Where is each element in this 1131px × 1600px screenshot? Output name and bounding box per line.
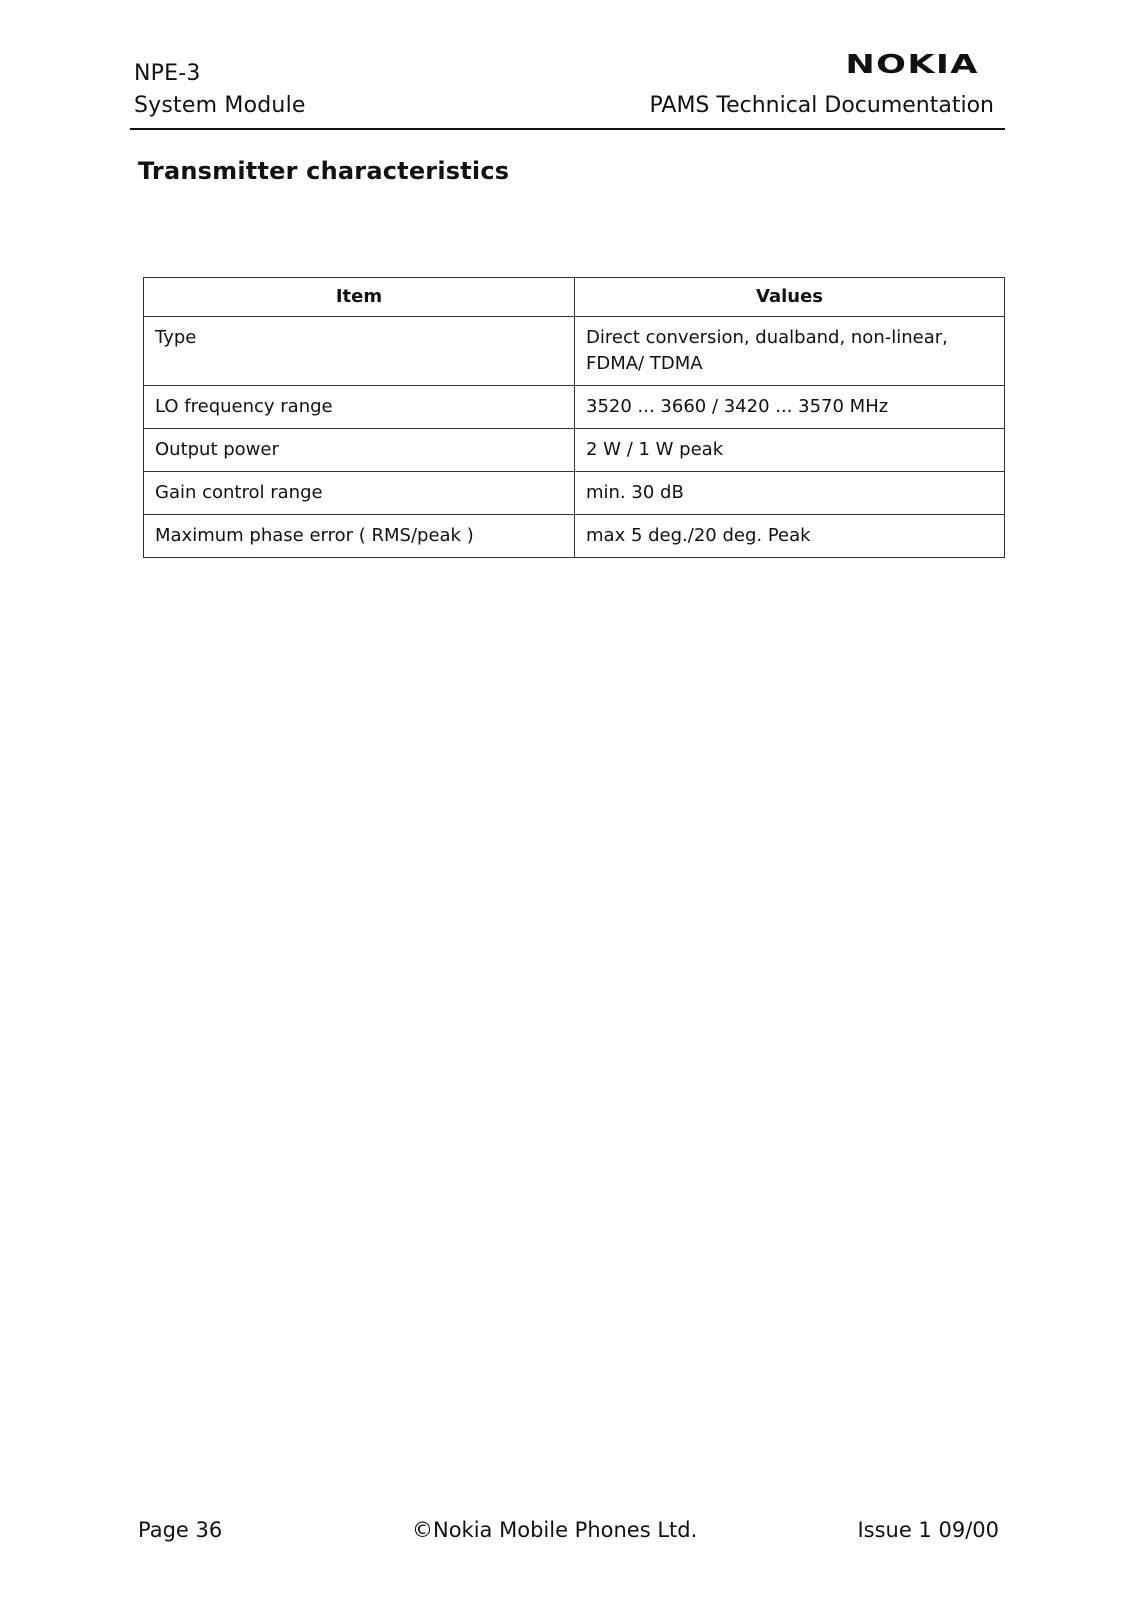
copyright: ©Nokia Mobile Phones Ltd. <box>412 1518 698 1542</box>
row-value: Direct conversion, dualband, non-linear, FDMA/ TDMA <box>575 317 1005 386</box>
table-row <box>144 317 1005 386</box>
row-item: Output power <box>144 429 575 472</box>
table-row <box>144 472 1005 515</box>
row-item: Maximum phase error ( RMS/peak ) <box>144 515 575 558</box>
nokia-logo: NOKIA <box>845 50 979 80</box>
table-header-row <box>144 278 1005 317</box>
issue-info: Issue 1 09/00 <box>857 1518 999 1542</box>
page-number: Page 36 <box>138 1518 223 1542</box>
row-value: 3520 ... 3660 / 3420 ... 3570 MHz <box>575 386 1005 429</box>
doc-title: PAMS Technical Documentation <box>649 93 994 118</box>
table-row <box>144 386 1005 429</box>
row-value: min. 30 dB <box>575 472 1005 515</box>
header-left <box>134 58 306 122</box>
row-item: Gain control range <box>144 472 575 515</box>
row-value: 2 W / 1 W peak <box>575 429 1005 472</box>
row-value: max 5 deg./20 deg. Peak <box>575 515 1005 558</box>
header-divider <box>130 128 1005 130</box>
row-item: Type <box>144 317 575 386</box>
module-name: System Module <box>134 93 306 118</box>
row-item: LO frequency range <box>144 386 575 429</box>
table-row <box>144 429 1005 472</box>
column-header-values: Values <box>575 278 1005 317</box>
spec-table <box>143 277 1005 558</box>
column-header-item: Item <box>144 278 575 317</box>
section-title: Transmitter characteristics <box>138 157 510 185</box>
table-row <box>144 515 1005 558</box>
model-name: NPE-3 <box>134 61 201 86</box>
